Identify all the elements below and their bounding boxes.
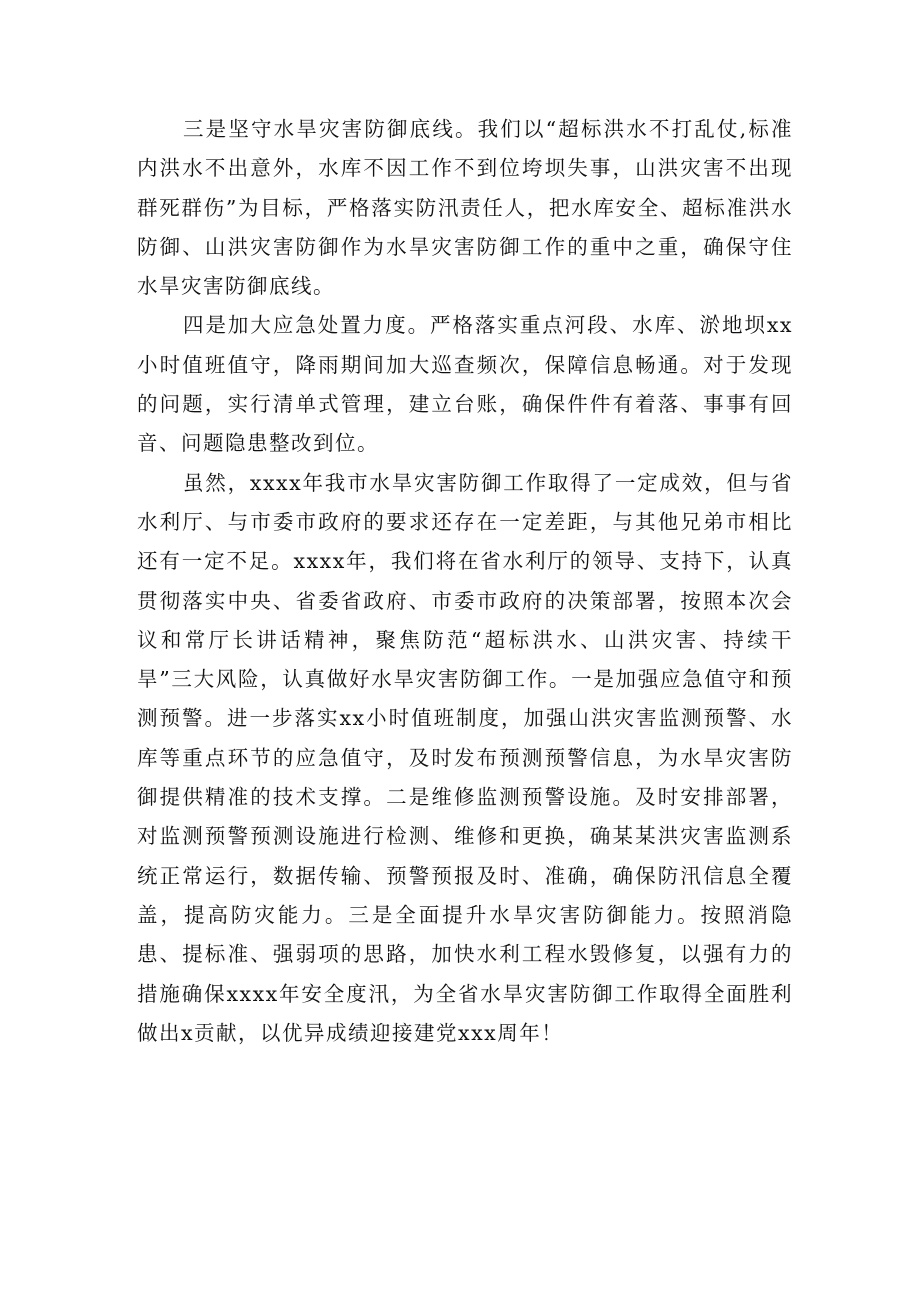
document-page [137, 110, 793, 1053]
paragraph-flood-bottom-line: 三是坚守水旱灾害防御底线。我们以“超标洪水不打乱仗,标准内洪水不出意外，水库不因工作不到位垮坝失事，山洪灾害不出现群死群伤”为目标，严格落实防汛责任人，把水库安全、超标准洪水防御、山洪灾害防御作为水旱灾害防御工作的重中之重，确保守住水旱灾害防御底线。 [137, 117, 793, 299]
paragraph-emergency-response: 四是加大应急处置力度。严格落实重点河段、水库、淤地坝xx小时值班值守，降雨期间加大巡查频次，保障信息畅通。对于发现的问题，实行清单式管理，建立台账，确保件件有着落、事事有回音、问题隐患整改到位。 [137, 313, 793, 456]
paragraph-summary-and-plan: 虽然，xxxx年我市水旱灾害防御工作取得了一定成效，但与省水利厅、与市委市政府的要求还存在一定差距，与其他兄弟市相比还有一定不足。xxxx年，我们将在省水利厅的领导、支持下，认真贯彻落实中央、省委省政府、市委市政府的决策部署，按照本次会议和常厅长讲话精神，聚焦防范“超标洪水、山洪灾害、持续干旱”三大风险，认真做好水旱灾害防御工作。一是加强应急值守和预测预警。进一步落实xx小时值班制度，加强山洪灾害监测预警、水库等重点环节的应急值守，及时发布预测预警信息，为水旱灾害防御提供精准的技术支撑。二是维修监测预警设施。及时安排部署，对监测预警预测设施进行检测、维修和更换，确某某洪灾害监测系统正常运行，数据传输、预警预报及时、准确，确保防汛信息全覆盖，提高防灾能力。三是全面提升水旱灾害防御能力。按照消隐患、提标准、强弱项的思路，加快水利工程水毁修复，以强有力的措施确保xxxx年安全度汛，为全省水旱灾害防御工作取得全面胜利做出x贡献，以优异成绩迎接建党xxx周年！ [137, 470, 793, 1045]
